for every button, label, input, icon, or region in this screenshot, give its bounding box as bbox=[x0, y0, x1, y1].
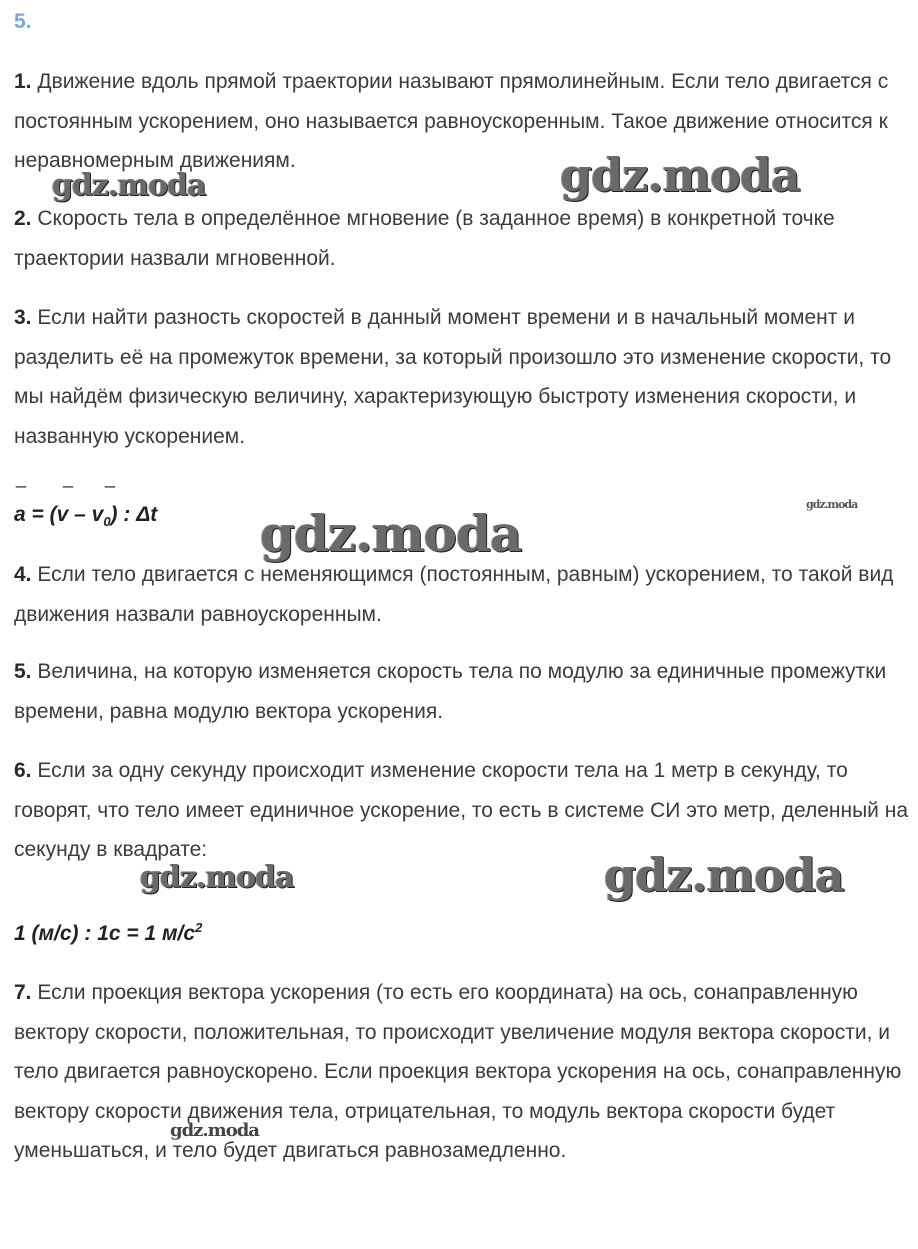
paragraph-number: 1. bbox=[14, 70, 32, 93]
paragraph-number: 3. bbox=[14, 306, 32, 329]
paragraph-text: Величина, на которую изменяется скорость тела по модулю за единичные промежутки времени, равна модулю вектора ускорения. bbox=[14, 660, 887, 723]
vector-bar-v: _ bbox=[63, 468, 74, 488]
watermark: gdz.moda bbox=[806, 498, 858, 511]
watermark: gdz.moda bbox=[52, 168, 206, 203]
paragraph-text: Если тело двигается с неменяющимся (постоянным, равным) ускорением, то такой вид движения назвали равноускоренным. bbox=[14, 563, 894, 626]
paragraph-7 bbox=[14, 973, 909, 1171]
vector-bar-v0: _ bbox=[105, 468, 116, 488]
vector-bar-a: _ bbox=[16, 468, 27, 488]
unit-formula: 1 (м/с) : 1с = 1 $м/с^2$ bbox=[14, 920, 203, 945]
acceleration-formula: $a = (v - v_0)$ : Δt bbox=[14, 503, 158, 530]
paragraph-text: Если за одну секунду происходит изменение скорости тела на 1 метр в секунду, то говорят, что тело имеет единичное ускорение, то есть в системе СИ это метр, деленный на секунду в квадрате: bbox=[14, 759, 909, 861]
paragraph-number: 2. bbox=[14, 207, 32, 230]
paragraph-text: Если найти разность скоростей в данный момент времени и в начальный момент и разделить её на промежуток времени, за который произошло это изменение скорости, то мы найдём физическую величину, характеризующую быстроту изменения скорости, и названную ускорением. bbox=[14, 306, 892, 448]
paragraph-number: 7. bbox=[14, 981, 32, 1004]
section-number: 5. bbox=[14, 10, 32, 33]
paragraph-text: Скорость тела в определённое мгновение (в заданное время) в конкретной точке траектории назвали мгновенной. bbox=[14, 207, 835, 270]
paragraph-number: 5. bbox=[14, 660, 32, 683]
watermark: gdz.moda bbox=[170, 1120, 259, 1141]
paragraph-3 bbox=[14, 298, 914, 456]
paragraph-number: 6. bbox=[14, 759, 32, 782]
paragraph-2 bbox=[14, 199, 914, 278]
watermark: gdz.moda bbox=[140, 860, 294, 895]
paragraph-text: Движение вдоль прямой траектории называют прямолинейным. Если тело двигается с постоянным ускорением, оно называется равноускоренным. Такое движение относится к неравномерным движениям. bbox=[14, 70, 889, 172]
paragraph-text: Если проекция вектора ускорения (то есть его координата) на ось, сонаправленную вектору скорости, положительная, то происходит увеличение модуля вектора скорости, и тело двигается равноускорено. Если проекция вектора ускорения на ось, сонаправленную вектору скорости движения тела, отрицательная, то модуль вектора скорости будет уменьшаться, и тело будет двигаться равнозамедленно. bbox=[14, 981, 902, 1162]
watermark: gdz.moda bbox=[260, 504, 522, 563]
watermark: gdz.moda bbox=[604, 848, 844, 902]
watermark: gdz.moda bbox=[560, 148, 800, 202]
paragraph-number: 4. bbox=[14, 563, 32, 586]
paragraph-4 bbox=[14, 555, 914, 634]
paragraph-5 bbox=[14, 652, 914, 731]
